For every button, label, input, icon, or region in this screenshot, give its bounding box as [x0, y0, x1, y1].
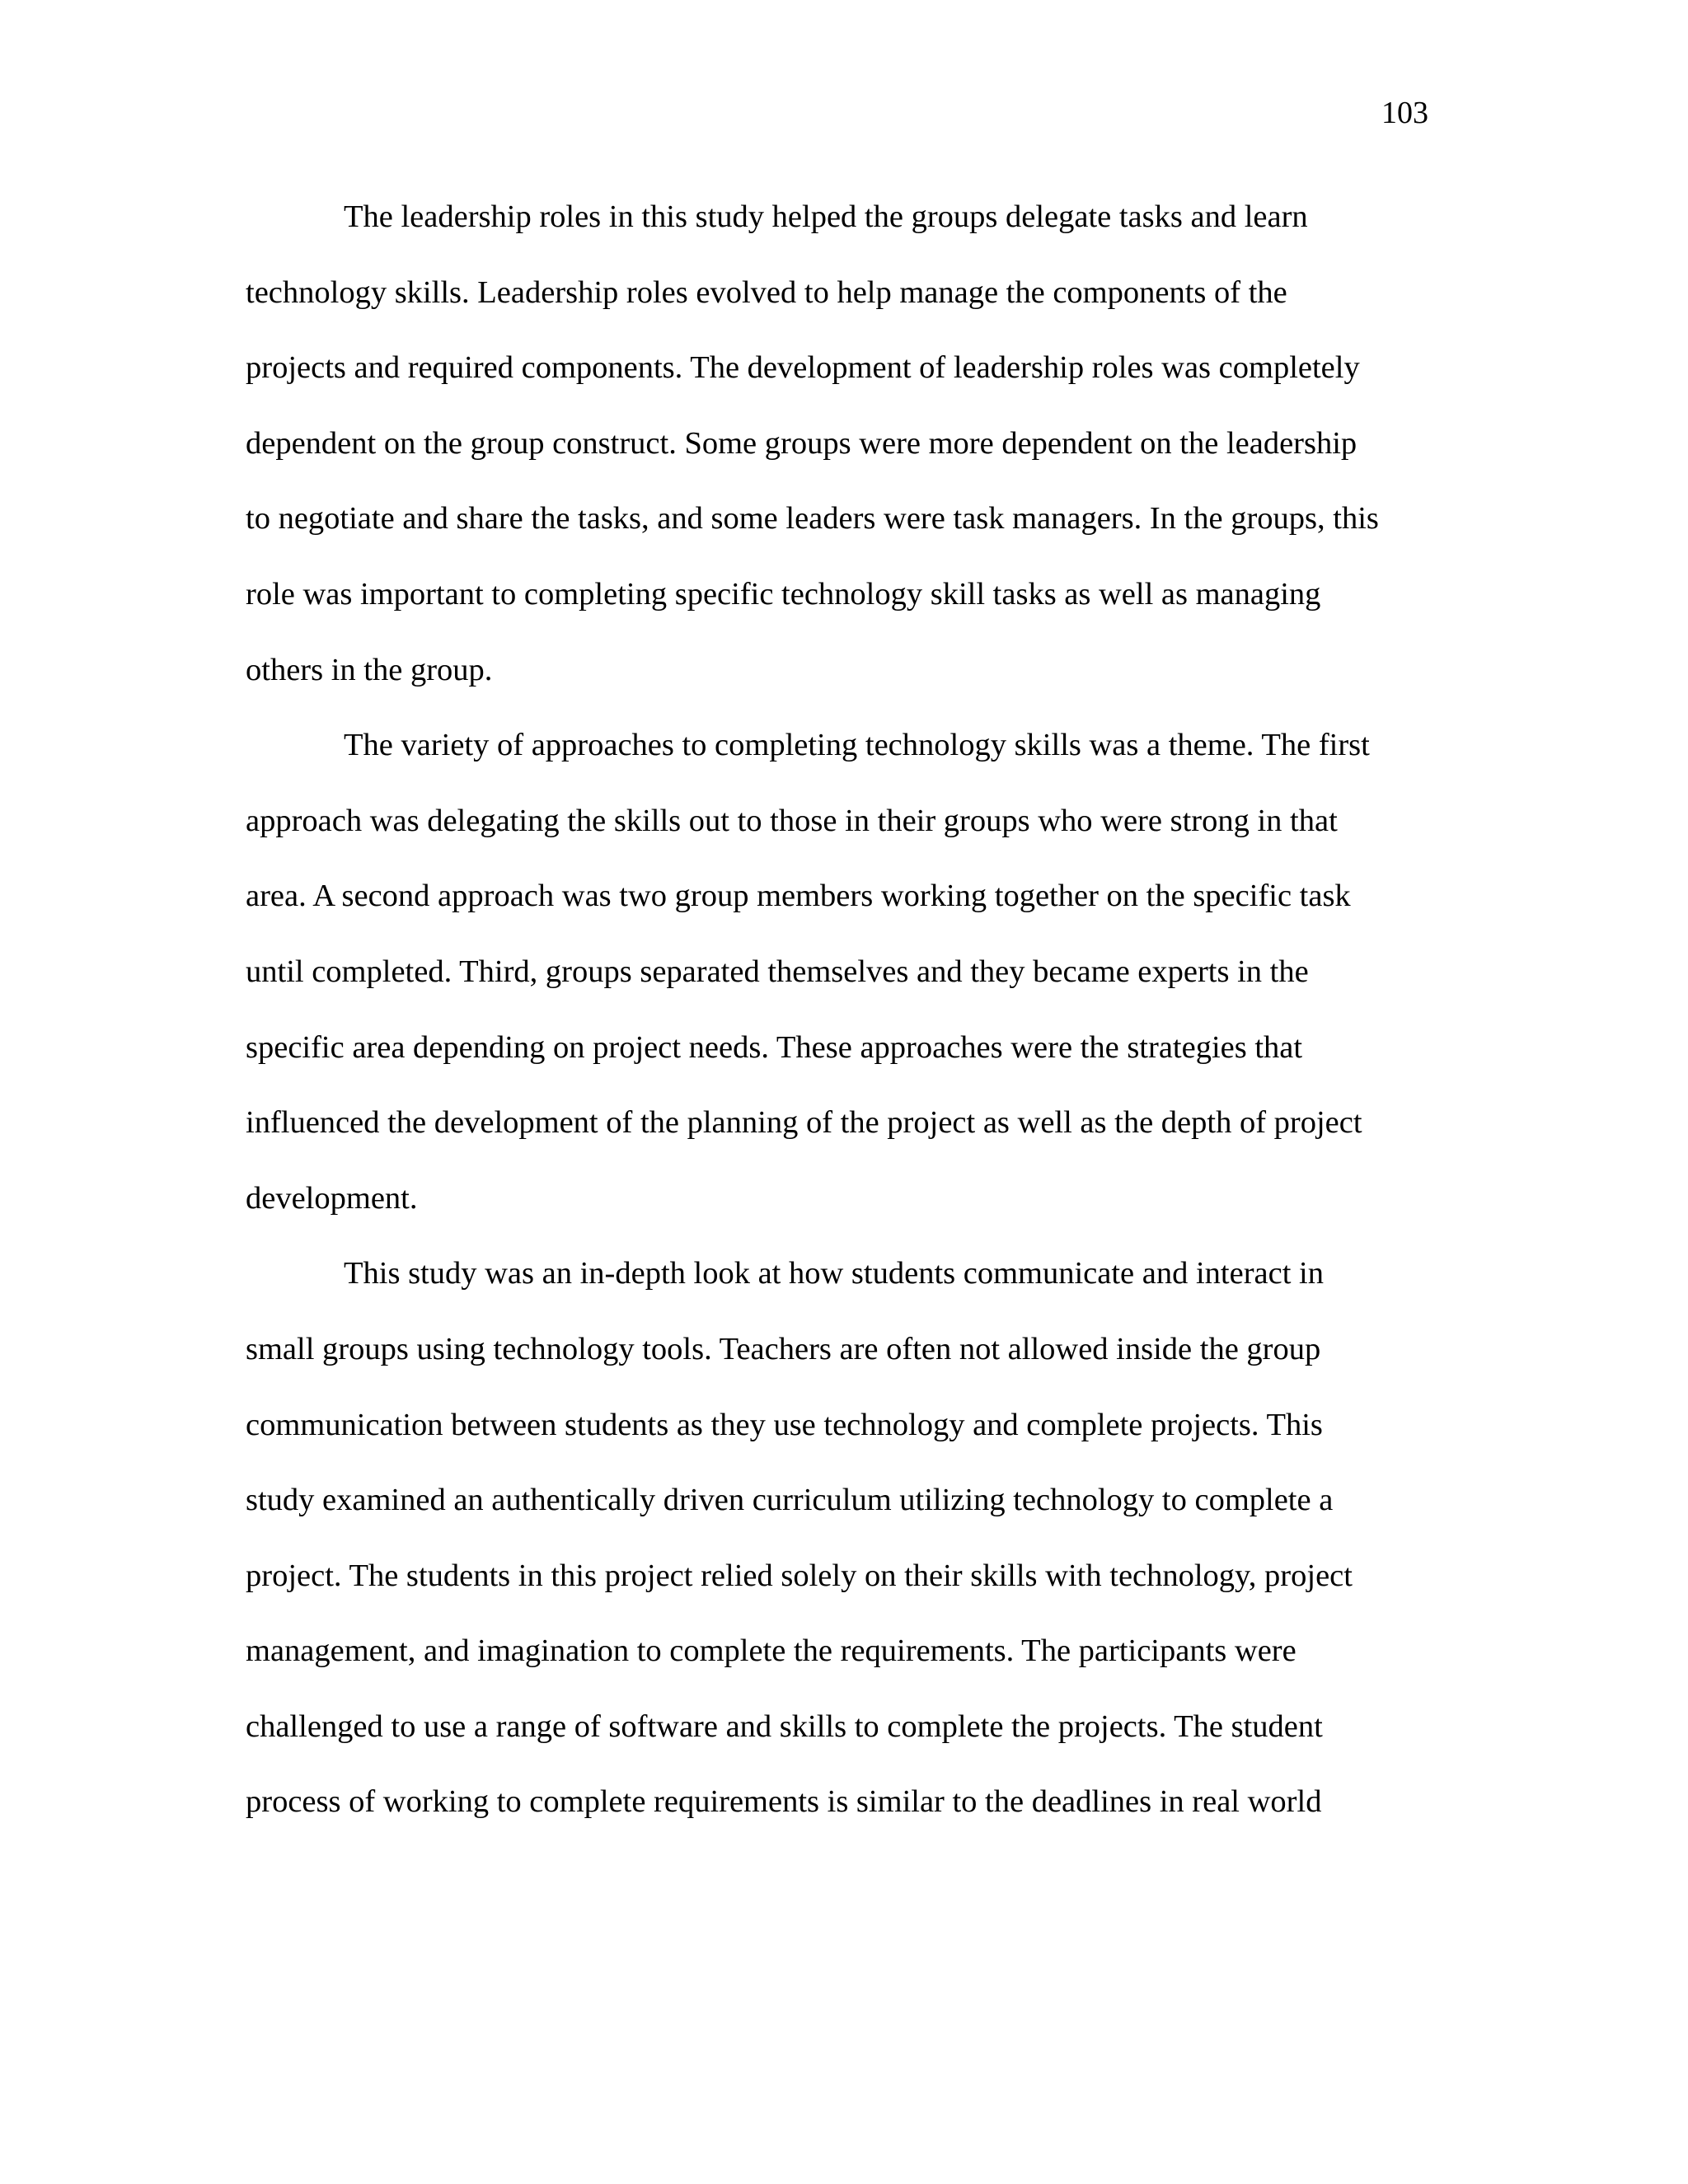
page-number: 103 — [1381, 96, 1428, 130]
text-line: to negotiate and share the tasks, and some leaders were task managers. In the groups, this — [246, 501, 1379, 537]
text-line: development. — [246, 1180, 418, 1216]
text-line: study examined an authentically driven curriculum utilizing technology to complete a — [246, 1483, 1334, 1518]
text-line: projects and required components. The development of leadership roles was completely — [246, 350, 1360, 386]
text-line: until completed. Third, groups separated themselves and they became experts in the — [246, 954, 1309, 989]
body-text — [246, 198, 1432, 1858]
text-line: area. A second approach was two group members working together on the specific task — [246, 879, 1351, 914]
text-line: The variety of approaches to completing technology skills was a theme. The first — [344, 728, 1370, 763]
paragraph-leadership-roles — [246, 198, 1432, 726]
text-line: others in the group. — [246, 652, 493, 687]
text-line: role was important to completing specific technology skill tasks as well as managing — [246, 576, 1321, 612]
paragraph-approaches — [246, 726, 1432, 1254]
text-line: process of working to complete requirements is similar to the deadlines in real world — [246, 1784, 1322, 1820]
text-line: project. The students in this project relied solely on their skills with technology, project — [246, 1558, 1353, 1593]
text-line: specific area depending on project needs. These approaches were the strategies that — [246, 1029, 1303, 1065]
text-line: dependent on the group construct. Some groups were more dependent on the leadership — [246, 425, 1357, 461]
text-line: communication between students as they use technology and complete projects. This — [246, 1407, 1323, 1442]
text-line: This study was an in-depth look at how students communicate and interact in — [344, 1256, 1324, 1291]
text-line: influenced the development of the planning of the project as well as the depth of project — [246, 1105, 1362, 1141]
text-line: approach was delegating the skills out to those in their groups who were strong in that — [246, 803, 1338, 838]
text-line: small groups using technology tools. Teachers are often not allowed inside the group — [246, 1331, 1321, 1366]
paragraph-study-overview — [246, 1254, 1432, 1858]
text-line: challenged to use a range of software and skills to complete the projects. The student — [246, 1708, 1323, 1744]
text-line: The leadership roles in this study helped the groups delegate tasks and learn — [344, 199, 1308, 234]
text-line: management, and imagination to complete the requirements. The participants were — [246, 1633, 1296, 1669]
text-line: technology skills. Leadership roles evolved to help manage the components of the — [246, 274, 1287, 310]
